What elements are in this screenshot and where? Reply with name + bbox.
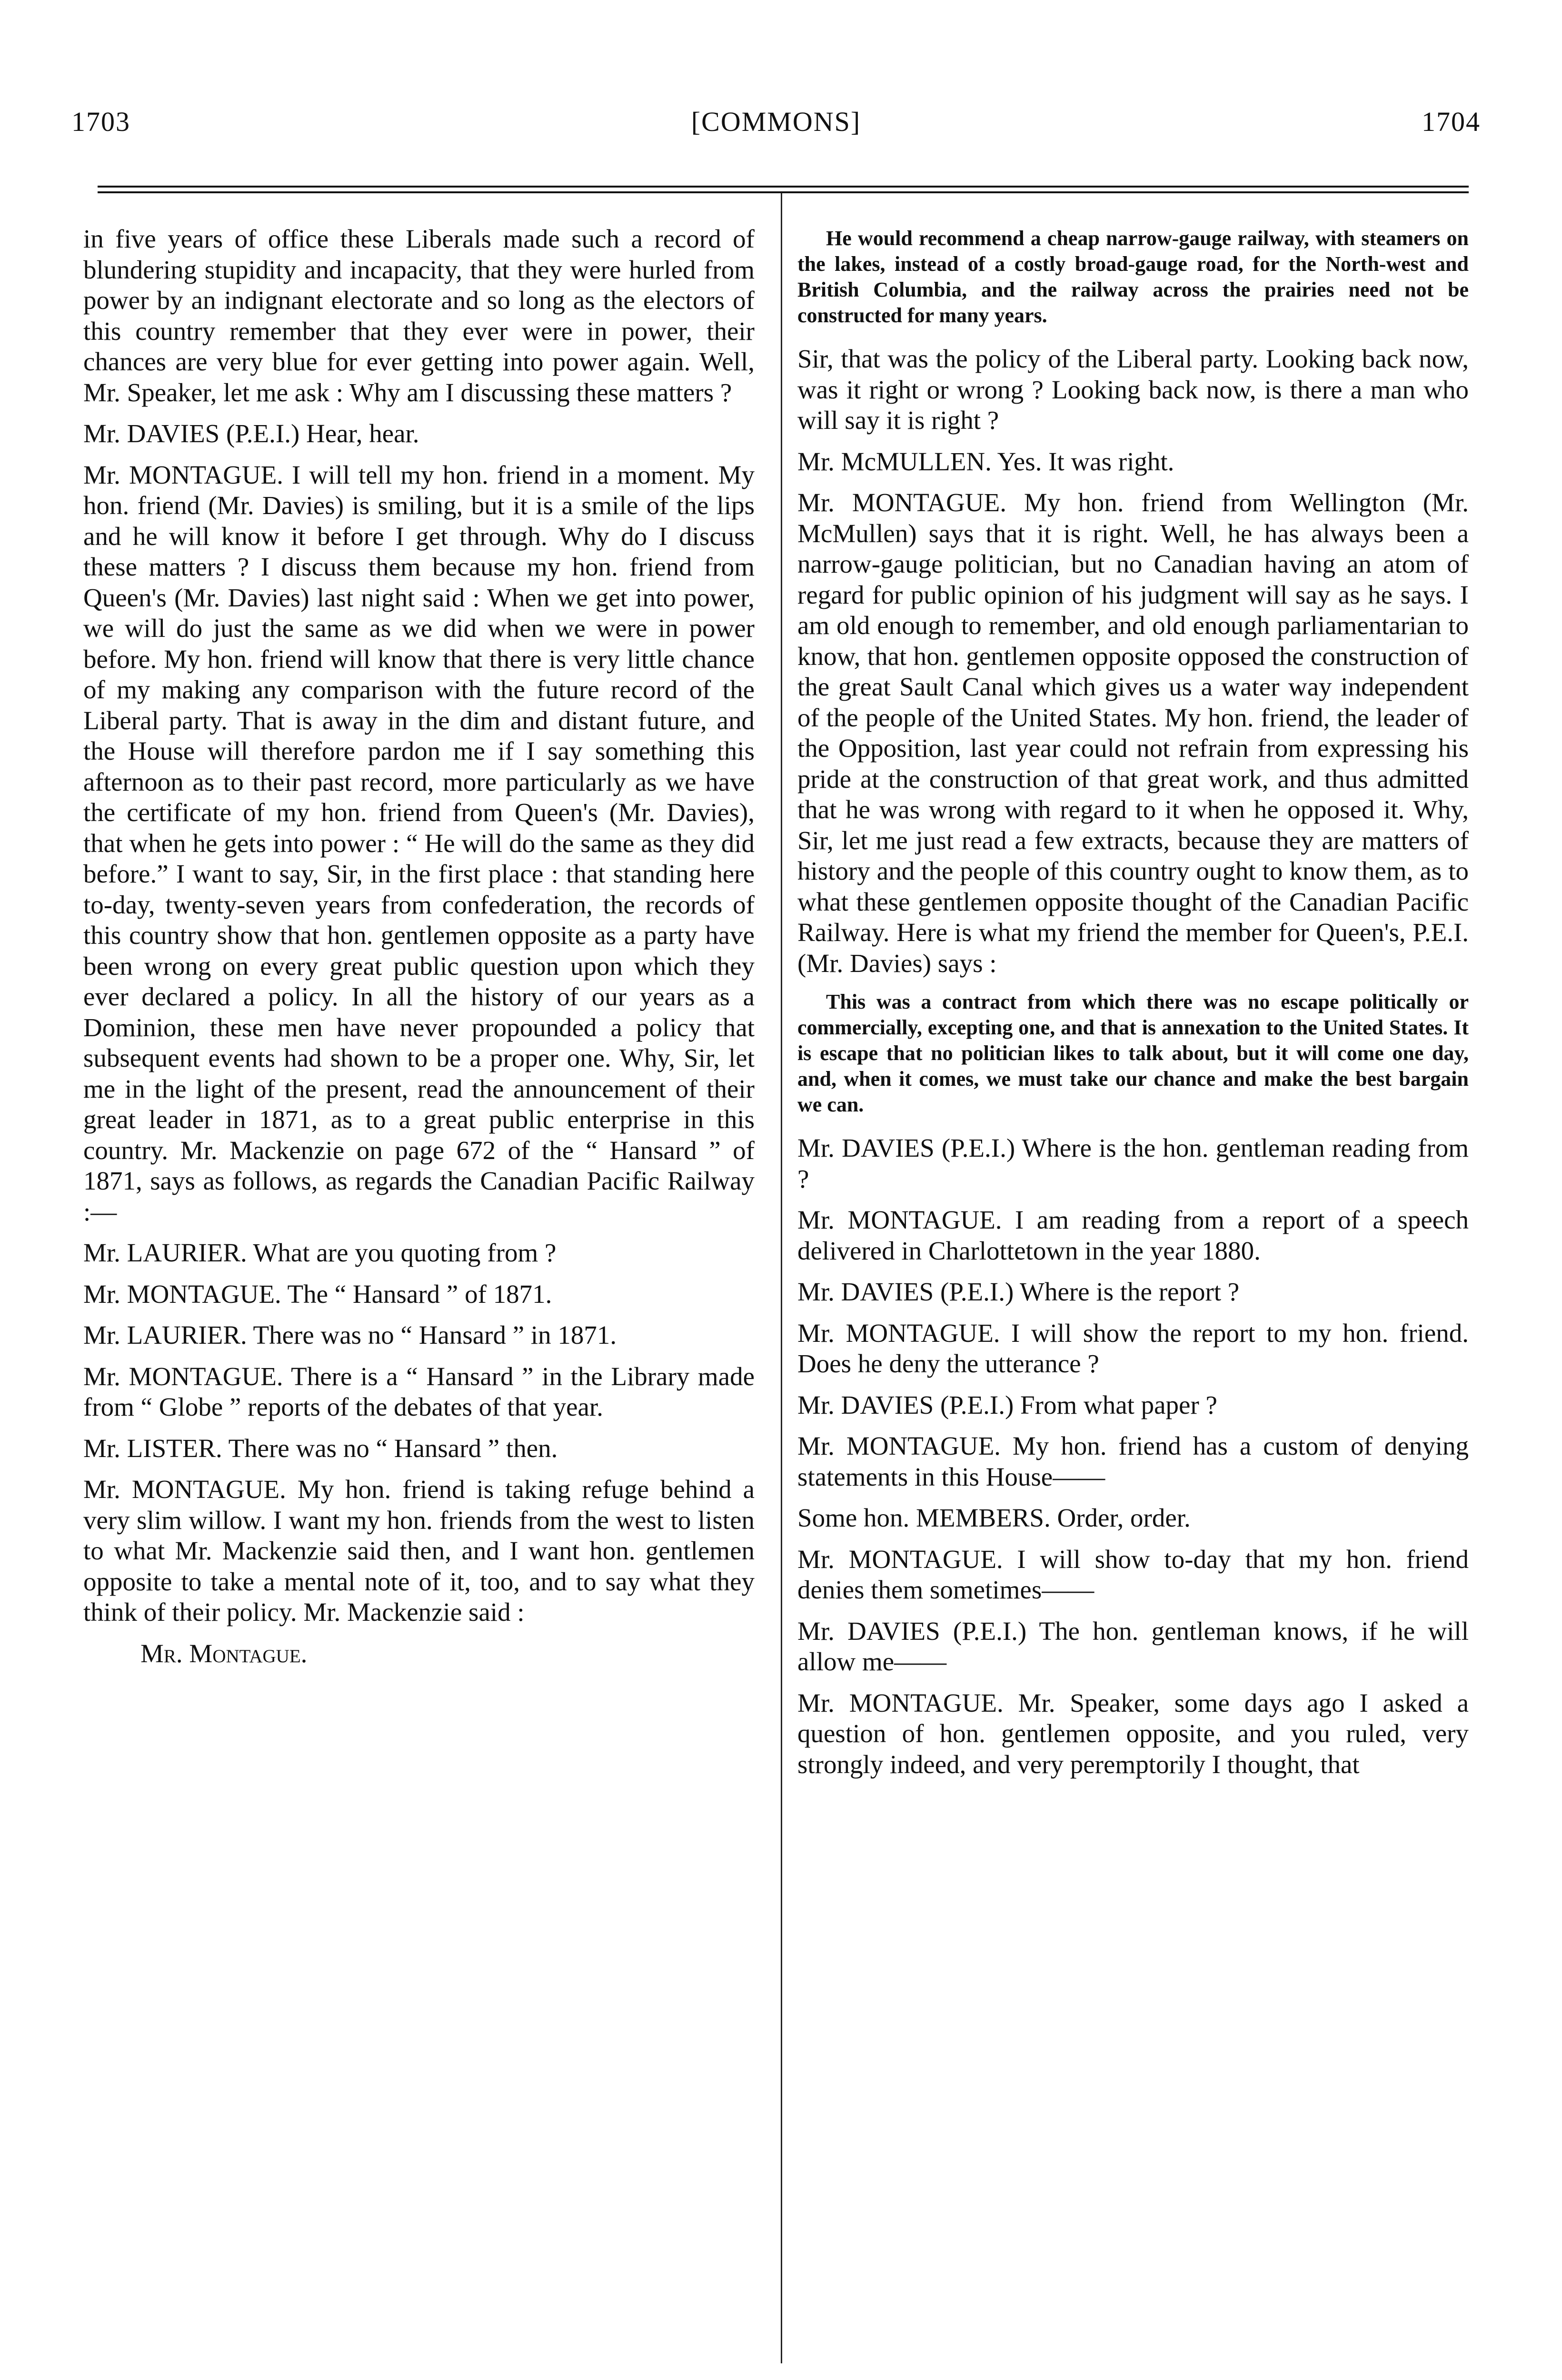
paragraph: Mr. MONTAGUE. My hon. friend is taking refuge behind a very slim willow. I want my hon. friends from the west to listen to what Mr. Mackenzie said then, and I want hon. gentlemen opposite to take a mental note of it, too, and to say what they think of their policy. Mr. Mackenzie said :	[83, 1475, 755, 1626]
paragraph: Mr. LISTER. There was no “ Hansard ” then.	[83, 1433, 558, 1463]
paragraph: Mr. MONTAGUE. I will show to-day that my hon. friend denies them sometimes——	[797, 1544, 1469, 1604]
paragraph: Mr. DAVIES (P.E.I.) Where is the report ?	[797, 1277, 1240, 1306]
page-number-left: 1703	[71, 106, 130, 137]
paragraph: Mr. LAURIER. There was no “ Hansard ” in 1871.	[83, 1320, 617, 1349]
left-column	[83, 224, 755, 1668]
paragraph: Mr. MONTAGUE. I will tell my hon. friend in a moment. My hon. friend (Mr. Davies) is smiling, but it is a smile of the lips and he will know it before I get through. Why do I discuss these matters ? I discuss them because my hon. friend from Queen's (Mr. Davies) last night said : When we get into power, we will do just the same as we did when we were in power before. My hon. friend will know that there is very little chance of my making any comparison with the future record of the Liberal party. That is away in the dim and distant future, and the House will therefore pardon me if I say something this afternoon as to their past record, more particularly as we have the certificate of my hon. friend from Queen's (Mr. Davies), that when he gets into power : “ He will do the same as they did before.” I want to say, Sir, in the first place : that standing here to-day, twenty-seven years from confederation, the records of this country show that hon. gentlemen opposite as a party have been wrong on every great public question upon which they ever declared a policy. In all the history of our years as a Dominion, these men have never propounded a policy that subsequent events had shown to be a proper one. Why, Sir, let me in the light of the present, read the announcement of their great leader in 1871, as to a great public enterprise in this country. Mr. Mackenzie on page 672 of the “ Hansard ” of 1871, says as follows, as regards the Canadian Pacific Railway :—	[83, 460, 755, 1226]
page-number-right: 1704	[1422, 106, 1481, 137]
header-rule-bottom	[98, 191, 1469, 193]
page-header	[71, 106, 1481, 149]
block-quote: This was a contract from which there was no escape politically or commercially, excepting one, and that is annexation to the United States. It is escape that no politician likes to talk about, but it will come one day, and, when it comes, we must take our chance and make the best bargain we can.	[797, 990, 1469, 1116]
paragraph: Some hon. MEMBERS. Order, order.	[797, 1503, 1191, 1532]
paragraph: Mr. DAVIES (P.E.I.) From what paper ?	[797, 1390, 1217, 1419]
column-divider	[781, 193, 782, 2363]
right-column	[797, 224, 1469, 1790]
paragraph: Mr. MONTAGUE. There is a “ Hansard ” in the Library made from “ Globe ” reports of the debates of that year.	[83, 1361, 755, 1421]
paragraph: Mr. MONTAGUE. Mr. Speaker, some days ago I asked a question of hon. gentlemen opposite, and you ruled, very strongly indeed, and very peremptorily I thought, that	[797, 1688, 1469, 1779]
block-quote: He would recommend a cheap narrow-gauge railway, with steamers on the lakes, instead of a costly broad-gauge road, for the North-west and British Columbia, and the railway across the prairies need not be constructed for many years.	[797, 227, 1469, 327]
paragraph: Mr. MONTAGUE. My hon. friend from Wellington (Mr. McMullen) says that it is right. Well, he has always been a narrow-gauge politician, but no Canadian having an atom of regard for public opinion of his judgment will say as he says. I am old enough to remember, and old enough parliamentarian to know, that hon. gentlemen opposite opposed the construction of the great Sault Canal which gives us a water way independent of the people of the United States. My hon. friend, the leader of the Opposition, last year could not refrain from expressing his pride at the construction of that great work, and thus admitted that he was wrong with regard to it when he opposed it. Why, Sir, let me just read a few extracts, because they are matters of history and the people of this country ought to know them, as to what these gentlemen opposite thought of the Canadian Pacific Railway. Here is what my friend the member for Queen's, P.E.I. (Mr. Davies) says :	[797, 488, 1469, 978]
paragraph: Mr. MONTAGUE. I will show the report to my hon. friend. Does he deny the utterance ?	[797, 1318, 1469, 1378]
paragraph: Mr. McMULLEN. Yes. It was right.	[797, 446, 1174, 476]
paragraph: Mr. DAVIES (P.E.I.) Where is the hon. gentleman reading from ?	[797, 1133, 1469, 1193]
page-title: [COMMONS]	[691, 106, 861, 137]
paragraph: Mr. MONTAGUE. My hon. friend has a custom of denying statements in this House——	[797, 1431, 1469, 1491]
paragraph: Mr. DAVIES (P.E.I.) Hear, hear.	[83, 419, 419, 448]
column-footer: Mr. Montague.	[140, 1638, 308, 1668]
paragraph: Mr. DAVIES (P.E.I.) The hon. gentleman knows, if he will allow me——	[797, 1616, 1469, 1676]
paragraph: Mr. MONTAGUE. The “ Hansard ” of 1871.	[83, 1279, 552, 1309]
paragraph: Mr. MONTAGUE. I am reading from a report of a speech delivered in Charlottetown in the year 1880.	[797, 1205, 1469, 1265]
header-rule-top	[98, 186, 1469, 188]
paragraph: Mr. LAURIER. What are you quoting from ?	[83, 1238, 557, 1267]
paragraph: in five years of office these Liberals made such a record of blundering stupidity and incapacity, that they were hurled from power by an indignant electorate and so long as the electors of this country remember that they ever were in power, their chances are very blue for ever getting into power again. Well, Mr. Speaker, let me ask : Why am I discussing these matters ?	[83, 224, 755, 407]
paragraph: Sir, that was the policy of the Liberal party. Looking back now, was it right or wrong ? Looking back now, is there a man who will say it is right ?	[797, 344, 1469, 435]
